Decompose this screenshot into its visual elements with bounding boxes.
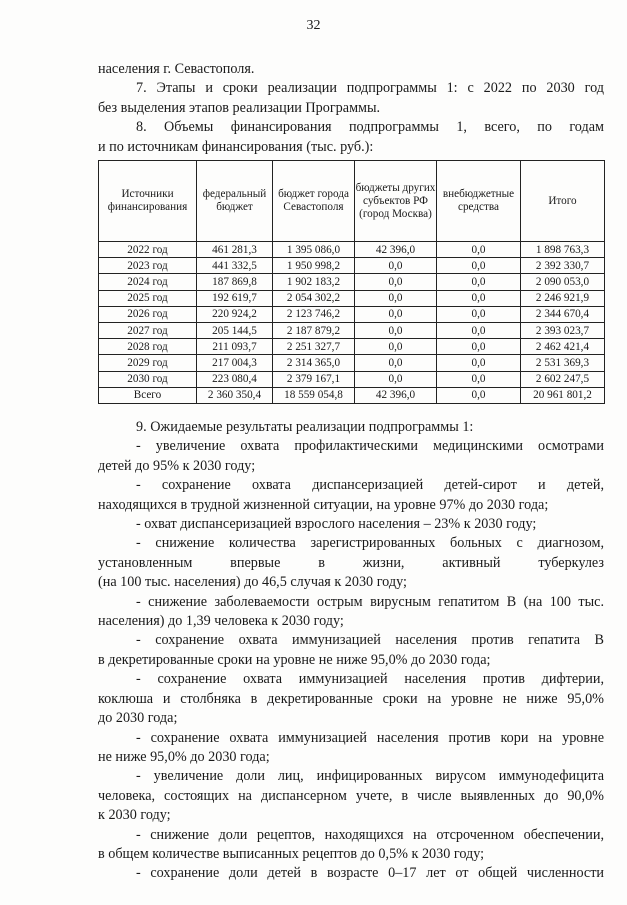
- intro-line: населения г. Севастополя.: [98, 61, 255, 77]
- result-item-line: - сохранение охвата иммунизацией населения против дифтерии,: [136, 671, 604, 688]
- table-cell: 2024 год: [99, 274, 197, 290]
- table-cell: 2026 год: [99, 306, 197, 322]
- table-cell: 2 379 167,1: [273, 371, 355, 387]
- table-row: [99, 274, 605, 290]
- result-item-line: - сохранение доли детей в возрасте 0–17 лет от общей численности: [136, 865, 604, 882]
- table-cell: 0,0: [437, 387, 521, 403]
- table-cell: 2 123 746,2: [273, 306, 355, 322]
- table-cell: 20 961 801,2: [521, 387, 605, 403]
- result-item-line: в декретированные сроки на уровне не ниже 95,0% до 2030 года;: [98, 651, 491, 668]
- table-cell: 0,0: [437, 290, 521, 306]
- table-cell: 0,0: [437, 242, 521, 258]
- table-header-row: [99, 161, 605, 242]
- table-cell: 2 602 247,5: [521, 371, 605, 387]
- result-item-line: - снижение доли рецептов, находящихся на отсроченном обеспечении,: [136, 826, 604, 843]
- result-item-line: - снижение количества зарегистрированных больных с диагнозом,: [136, 535, 604, 552]
- table-cell: 2 054 302,2: [273, 290, 355, 306]
- table-cell: 2 246 921,9: [521, 290, 605, 306]
- table-row: [99, 322, 605, 338]
- table-header-cell: Источники финансирования: [99, 161, 197, 242]
- table-cell: 0,0: [437, 306, 521, 322]
- result-item-line: - увеличение охвата профилактическими медицинскими осмотрами: [136, 438, 604, 455]
- table-cell: 2028 год: [99, 339, 197, 355]
- result-item: [98, 631, 604, 670]
- table-cell: 211 093,7: [197, 339, 273, 355]
- table-row: [99, 242, 605, 258]
- result-item-line: человека, состоящих на диспансерном учете, в числе выявленных до 90,0%: [98, 787, 604, 804]
- table-cell: 1 898 763,3: [521, 242, 605, 258]
- results-heading: 9. Ожидаемые результаты реализации подпрограммы 1:: [136, 419, 474, 435]
- intro-text: [98, 60, 604, 157]
- table-cell: 441 332,5: [197, 258, 273, 274]
- result-item-line: до 2030 года;: [98, 710, 178, 727]
- table-cell: 2 344 670,4: [521, 306, 605, 322]
- table-cell: 18 559 054,8: [273, 387, 355, 403]
- table-cell: 0,0: [355, 306, 437, 322]
- financing-table: [98, 160, 605, 404]
- table-cell: 0,0: [437, 355, 521, 371]
- table-row: [99, 355, 605, 371]
- table-row: [99, 290, 605, 306]
- table-cell: 217 004,3: [197, 355, 273, 371]
- table-cell: 2 360 350,4: [197, 387, 273, 403]
- result-item-line: - охват диспансеризацией взрослого населения – 23% к 2030 году;: [136, 516, 537, 533]
- table-cell: 0,0: [355, 322, 437, 338]
- result-item: [98, 729, 604, 768]
- result-item: [98, 864, 604, 883]
- result-item-line: установленным впервые в жизни, активный туберкулез: [98, 554, 604, 571]
- table-cell: 0,0: [355, 274, 437, 290]
- result-item: [98, 534, 604, 592]
- table-header-cell: бюджет города Севастополя: [273, 161, 355, 242]
- table-cell: 0,0: [437, 339, 521, 355]
- item8-line2: и по источникам финансирования (тыс. руб.):: [98, 138, 374, 155]
- table-cell: 223 080,4: [197, 371, 273, 387]
- table-cell: Всего: [99, 387, 197, 403]
- result-item: [98, 767, 604, 825]
- table-cell: 2 251 327,7: [273, 339, 355, 355]
- table-cell: 461 281,3: [197, 242, 273, 258]
- result-item-line: - увеличение доли лиц, инфицированных вирусом иммунодефицита: [136, 768, 604, 785]
- table-cell: 1 902 183,2: [273, 274, 355, 290]
- result-item-line: - сохранение охвата иммунизацией населения против кори на уровне: [136, 729, 604, 746]
- item8-line1: 8. Объемы финансирования подпрограммы 1, всего, по годам: [136, 119, 604, 136]
- table-cell: 2 393 023,7: [521, 322, 605, 338]
- table-header-cell: Итого: [521, 161, 605, 242]
- table-cell: 1 395 086,0: [273, 242, 355, 258]
- result-item: [98, 515, 604, 534]
- table-header-cell: бюджеты других субъектов РФ (город Москва): [355, 161, 437, 242]
- table-cell: 220 924,2: [197, 306, 273, 322]
- result-item: [98, 476, 604, 515]
- table-cell: 187 869,8: [197, 274, 273, 290]
- table-cell: 2 314 365,0: [273, 355, 355, 371]
- table-cell: 2 090 053,0: [521, 274, 605, 290]
- result-item-line: коклюша и столбняка в декретированные сроки на уровне не ниже 95,0%: [98, 690, 604, 707]
- result-item-line: (на 100 тыс. населения) до 46,5 случая к 2030 году;: [98, 574, 407, 591]
- table-cell: 2 187 879,2: [273, 322, 355, 338]
- item7-line1: 7. Этапы и сроки реализации подпрограммы 1: с 2022 по 2030 год: [136, 80, 604, 97]
- table-cell: 0,0: [437, 274, 521, 290]
- result-item: [98, 670, 604, 728]
- table-cell: 205 144,5: [197, 322, 273, 338]
- table-cell: 2025 год: [99, 290, 197, 306]
- result-item-line: - сохранение охвата диспансеризацией детей-сирот и детей,: [136, 477, 604, 494]
- result-item-line: в общем количестве выписанных рецептов до 0,5% к 2030 году;: [98, 845, 485, 862]
- table-cell: 42 396,0: [355, 242, 437, 258]
- expected-results: [98, 418, 604, 884]
- table-cell: 0,0: [355, 371, 437, 387]
- table-row: [99, 339, 605, 355]
- table-cell: 2 462 421,4: [521, 339, 605, 355]
- item7-line2: без выделения этапов реализации Программы.: [98, 99, 381, 116]
- table-body: [99, 242, 605, 404]
- table-cell: 0,0: [355, 258, 437, 274]
- table-cell: 192 619,7: [197, 290, 273, 306]
- result-item-line: находящихся в трудной жизненной ситуации, на уровне 97% до 2030 года;: [98, 496, 549, 513]
- table-cell: 1 950 998,2: [273, 258, 355, 274]
- table-cell: 42 396,0: [355, 387, 437, 403]
- table-row: [99, 306, 605, 322]
- table-cell: 2 392 330,7: [521, 258, 605, 274]
- result-item: [98, 826, 604, 865]
- result-item-line: детей до 95% к 2030 году;: [98, 457, 256, 474]
- table-row: [99, 371, 605, 387]
- result-item-line: к 2030 году;: [98, 807, 171, 824]
- table-cell: 0,0: [355, 290, 437, 306]
- result-item: [98, 593, 604, 632]
- result-item-line: - снижение заболеваемости острым вирусным гепатитом В (на 100 тыс.: [136, 593, 604, 610]
- result-item-line: не ниже 95,0% до 2030 года;: [98, 748, 270, 765]
- table-cell: 0,0: [437, 322, 521, 338]
- result-item: [98, 437, 604, 476]
- result-item-line: - сохранение охвата иммунизацией населения против гепатита В: [136, 632, 604, 649]
- table-cell: 0,0: [437, 258, 521, 274]
- table-cell: 2027 год: [99, 322, 197, 338]
- table-cell: 0,0: [437, 371, 521, 387]
- table-cell: 2 531 369,3: [521, 355, 605, 371]
- table-cell: 0,0: [355, 339, 437, 355]
- table-cell: 2030 год: [99, 371, 197, 387]
- table-cell: 2029 год: [99, 355, 197, 371]
- table-row: [99, 258, 605, 274]
- table-cell: 0,0: [355, 355, 437, 371]
- results-list: [98, 437, 604, 883]
- table-row: [99, 387, 605, 403]
- table-header-cell: федеральный бюджет: [197, 161, 273, 242]
- table-header-cell: внебюджетные средства: [437, 161, 521, 242]
- page-number: 32: [306, 18, 321, 33]
- table-cell: 2023 год: [99, 258, 197, 274]
- result-item-line: населения) до 1,39 человека к 2030 году;: [98, 613, 344, 630]
- table-cell: 2022 год: [99, 242, 197, 258]
